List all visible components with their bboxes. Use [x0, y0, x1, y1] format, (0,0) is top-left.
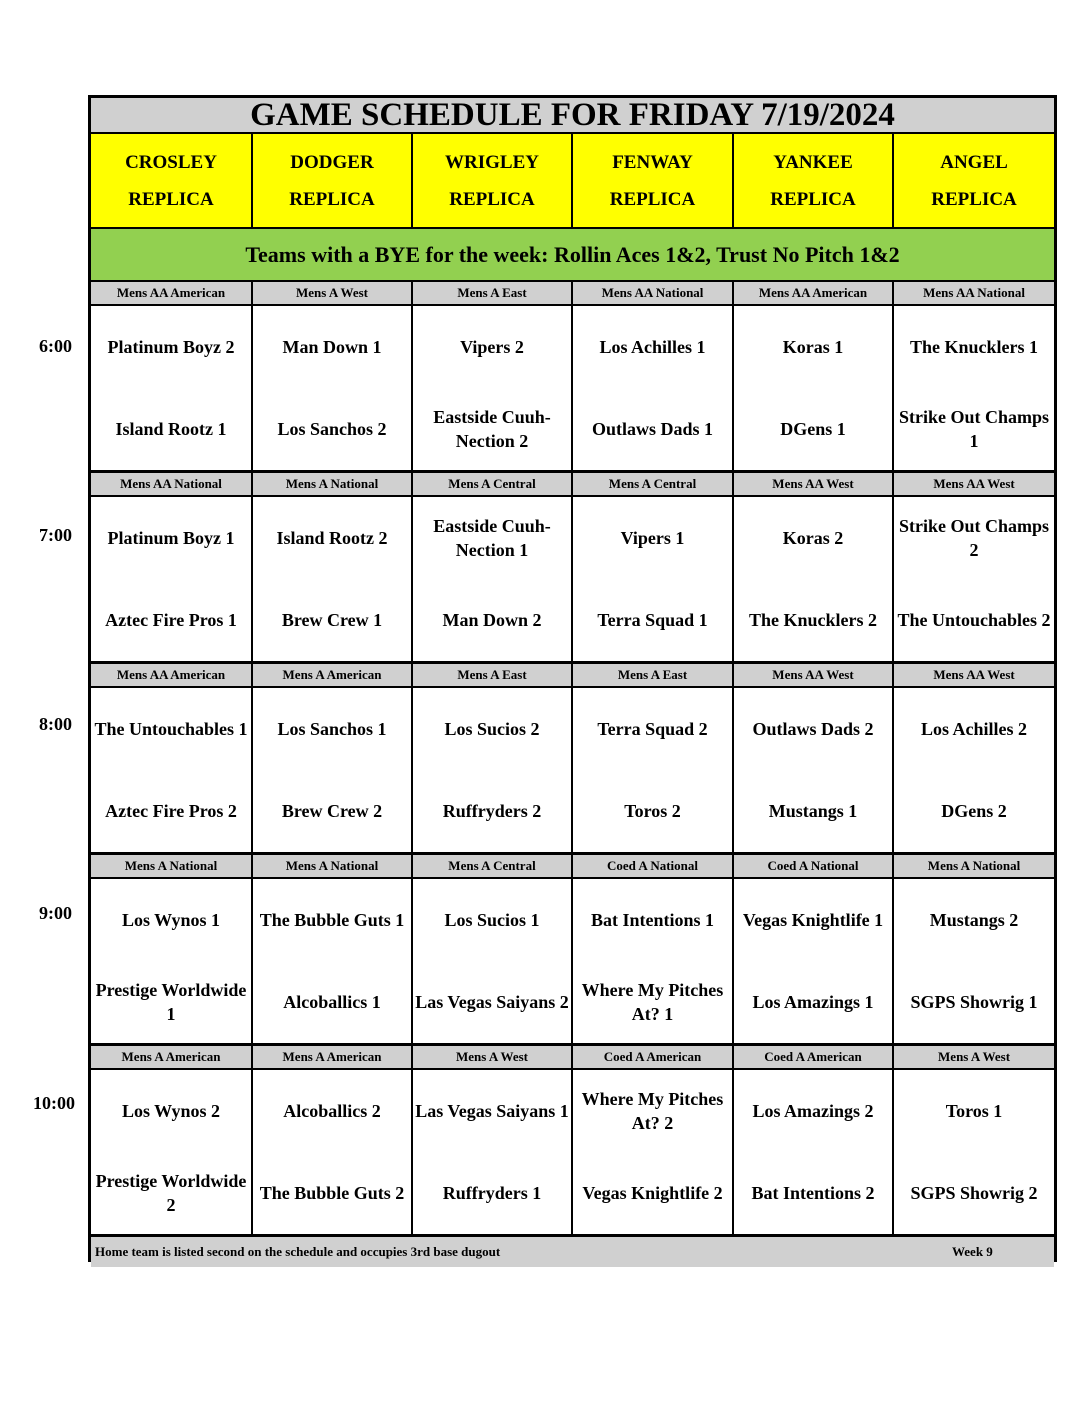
division-label: Coed A American [572, 1045, 733, 1070]
game-cell [733, 687, 893, 854]
away-team [894, 1070, 1054, 1152]
division-row [91, 1045, 1054, 1070]
home-team-name: Bat Intentions 2 [751, 1183, 875, 1203]
game-cell [91, 1069, 252, 1236]
away-team-name: Toros 1 [945, 1101, 1003, 1121]
division-row [91, 854, 1054, 879]
away-team-name: Vipers 1 [620, 528, 685, 548]
game-row [91, 878, 1054, 1045]
home-team [91, 770, 251, 852]
field-name: WRIGLEY [445, 151, 539, 173]
away-team-name: The Knucklers 1 [910, 337, 1039, 357]
away-team [253, 306, 411, 388]
away-team-name: The Untouchables 1 [94, 719, 248, 739]
division-label: Mens A West [252, 281, 412, 305]
game-row [91, 1069, 1054, 1236]
game-cell [252, 496, 412, 663]
field-name: FENWAY [612, 151, 693, 173]
game-cell [733, 1069, 893, 1236]
footer-bar [91, 1236, 1054, 1268]
home-team [253, 388, 411, 470]
game-cell [412, 305, 572, 472]
away-team [91, 306, 251, 388]
away-team [91, 879, 251, 961]
home-team [734, 388, 892, 470]
home-team-name: Outlaws Dads 1 [591, 419, 714, 439]
field-header-angel [893, 133, 1054, 228]
away-team-name: The Bubble Guts 1 [259, 910, 405, 930]
game-cell [733, 496, 893, 663]
division-label: Mens A American [252, 663, 412, 688]
away-team [894, 688, 1054, 770]
game-cell [893, 496, 1054, 663]
home-team [573, 579, 732, 661]
home-team-name: Where My Pitches At? 1 [581, 980, 724, 1024]
field-name: DODGER [290, 151, 374, 173]
game-cell [572, 1069, 733, 1236]
home-team [734, 579, 892, 661]
away-team [91, 497, 251, 579]
division-label: Mens A National [252, 854, 412, 879]
game-cell [893, 878, 1054, 1045]
home-team-name: Toros 2 [624, 801, 681, 821]
game-row [91, 687, 1054, 854]
division-label: Mens A East [572, 663, 733, 688]
home-team [894, 579, 1054, 661]
home-team-name: Los Sanchos 2 [277, 419, 387, 439]
away-team-name: Las Vegas Saiyans 1 [415, 1101, 569, 1121]
home-team-name: Terra Squad 1 [597, 610, 708, 630]
time-label: 9:00 [39, 903, 72, 923]
game-cell [91, 496, 252, 663]
field-header-wrigley [412, 133, 572, 228]
away-team-name: Los Achilles 2 [921, 719, 1028, 739]
away-team-name: Where My Pitches At? 2 [581, 1089, 724, 1133]
away-team [91, 1070, 251, 1152]
away-team-name: Outlaws Dads 2 [752, 719, 874, 739]
division-label: Mens A National [252, 472, 412, 497]
away-team [413, 879, 571, 961]
away-team [253, 497, 411, 579]
game-cell [893, 687, 1054, 854]
away-team [413, 497, 571, 579]
away-team [253, 1070, 411, 1152]
field-header-crosley [91, 133, 252, 228]
game-cell [572, 496, 733, 663]
away-team-name: Los Wynos 2 [121, 1101, 221, 1121]
away-team [413, 688, 571, 770]
time-label: 6:00 [39, 336, 72, 356]
division-label: Coed A National [733, 854, 893, 879]
game-cell [412, 496, 572, 663]
time-label: 8:00 [39, 714, 72, 734]
home-team [894, 1152, 1054, 1234]
away-team-name: Koras 2 [782, 528, 844, 548]
away-team [573, 306, 732, 388]
division-label: Mens A West [412, 1045, 572, 1070]
division-row [91, 281, 1054, 305]
home-team-name: Aztec Fire Pros 1 [105, 610, 237, 630]
away-team [734, 306, 892, 388]
field-type: REPLICA [770, 188, 856, 210]
game-cell [893, 1069, 1054, 1236]
bye-banner: Teams with a BYE for the week: Rollin Aces 1&2, Trust No Pitch 1&2 [91, 228, 1054, 281]
game-cell [412, 687, 572, 854]
away-team-name: Island Rootz 2 [276, 528, 388, 548]
home-team-name: Island Rootz 1 [115, 419, 227, 439]
home-team [894, 961, 1054, 1043]
division-label: Mens A East [412, 281, 572, 305]
field-header-dodger [252, 133, 412, 228]
game-cell [252, 1069, 412, 1236]
game-cell [252, 878, 412, 1045]
home-team [894, 388, 1054, 470]
home-team-name: SGPS Showrig 2 [910, 1183, 1038, 1203]
division-label: Coed A National [572, 854, 733, 879]
home-team-name: Mustangs 1 [768, 801, 858, 821]
home-team [253, 579, 411, 661]
away-team-name: Man Down 1 [282, 337, 382, 357]
home-team-name: Man Down 2 [442, 610, 542, 630]
home-team-name: DGens 1 [780, 419, 846, 439]
home-team-name: Vegas Knightlife 2 [582, 1183, 723, 1203]
game-cell [252, 687, 412, 854]
home-team [413, 579, 571, 661]
division-label: Mens A Central [572, 472, 733, 497]
home-team [253, 1152, 411, 1234]
home-team [413, 1152, 571, 1234]
division-label: Mens AA West [733, 663, 893, 688]
home-team-name: Prestige Worldwide 2 [95, 1171, 247, 1215]
home-team-name: The Bubble Guts 2 [259, 1183, 405, 1203]
field-type: REPLICA [609, 188, 696, 210]
division-label: Mens AA American [91, 281, 252, 305]
division-label: Mens A National [893, 854, 1054, 879]
field-header-row [91, 133, 1054, 228]
home-team-name: SGPS Showrig 1 [910, 992, 1038, 1012]
home-team-name: Brew Crew 1 [281, 610, 383, 630]
division-label: Mens A Central [412, 472, 572, 497]
away-team-name: Koras 1 [782, 337, 844, 357]
game-cell [91, 305, 252, 472]
home-team [91, 388, 251, 470]
away-team [573, 1070, 732, 1152]
game-cell [893, 305, 1054, 472]
game-cell [572, 305, 733, 472]
home-team-name: Alcoballics 1 [283, 992, 381, 1012]
field-name: YANKEE [773, 151, 853, 173]
game-row [91, 496, 1054, 663]
game-cell [252, 305, 412, 472]
away-team-name: Strike Out Champs 2 [899, 516, 1050, 560]
home-team-name: Prestige Worldwide 1 [95, 980, 247, 1024]
home-team-name: Ruffryders 2 [442, 801, 542, 821]
away-team-name: Alcoballics 2 [283, 1101, 381, 1121]
footer-row [91, 1236, 1054, 1268]
division-label: Mens AA National [572, 281, 733, 305]
away-team-name: Eastside Cuuh-Nection 1 [433, 516, 551, 560]
away-team-name: Vegas Knightlife 1 [742, 910, 884, 930]
home-team-name: The Knucklers 2 [748, 610, 877, 630]
away-team [734, 497, 892, 579]
field-type: REPLICA [931, 188, 1017, 210]
division-row [91, 472, 1054, 497]
division-label: Mens A West [893, 1045, 1054, 1070]
game-cell [91, 687, 252, 854]
home-team-name: Ruffryders 1 [442, 1183, 542, 1203]
division-label: Mens AA American [733, 281, 893, 305]
home-team [413, 388, 571, 470]
time-label: 7:00 [39, 525, 72, 545]
field-type: REPLICA [128, 188, 214, 210]
game-row [91, 305, 1054, 472]
field-type: REPLICA [449, 188, 535, 210]
away-team [894, 879, 1054, 961]
field-name: ANGEL [940, 151, 1008, 173]
game-cell [733, 305, 893, 472]
home-team-name: Las Vegas Saiyans 2 [415, 992, 569, 1012]
away-team-name: Los Wynos 1 [121, 910, 221, 930]
home-team-note: Home team is listed second on the schedule and occupies 3rd base dugout [95, 1244, 501, 1259]
away-team-name: Los Achilles 1 [599, 337, 706, 357]
away-team-name: Los Sanchos 1 [277, 719, 387, 739]
away-team-name: Los Sucios 2 [444, 719, 540, 739]
time-label: 10:00 [33, 1093, 75, 1113]
division-label: Mens A East [412, 663, 572, 688]
away-team-name: Los Sucios 1 [444, 910, 540, 930]
away-team-name: Terra Squad 2 [597, 719, 708, 739]
field-header-yankee [733, 133, 893, 228]
week-label: Week 9 [952, 1244, 993, 1259]
away-team-name: Platinum Boyz 2 [107, 337, 235, 357]
division-label: Coed A American [733, 1045, 893, 1070]
home-team [253, 770, 411, 852]
home-team [91, 1152, 251, 1234]
division-label: Mens A National [91, 854, 252, 879]
division-label: Mens A American [91, 1045, 252, 1070]
field-name: CROSLEY [125, 151, 217, 173]
home-team [413, 961, 571, 1043]
home-team-name: Eastside Cuuh-Nection 2 [433, 407, 551, 451]
home-team [573, 770, 732, 852]
home-team [91, 961, 251, 1043]
away-team [413, 306, 571, 388]
game-cell [412, 878, 572, 1045]
away-team-name: Bat Intentions 1 [590, 910, 715, 930]
game-cell [733, 878, 893, 1045]
home-team-name: Strike Out Champs 1 [899, 407, 1050, 451]
home-team-name: Los Amazings 1 [752, 992, 874, 1012]
away-team [573, 688, 732, 770]
division-label: Mens AA West [893, 472, 1054, 497]
away-team [734, 1070, 892, 1152]
away-team [734, 879, 892, 961]
home-team [734, 961, 892, 1043]
away-team [253, 879, 411, 961]
division-label: Mens AA West [893, 663, 1054, 688]
away-team-name: Los Amazings 2 [752, 1101, 874, 1121]
division-label: Mens A American [252, 1045, 412, 1070]
page-title: GAME SCHEDULE FOR FRIDAY 7/19/2024 [91, 98, 1054, 133]
home-team [413, 770, 571, 852]
home-team [573, 388, 732, 470]
home-team-name: Brew Crew 2 [281, 801, 383, 821]
away-team [573, 879, 732, 961]
home-team-name: The Untouchables 2 [897, 610, 1051, 630]
home-team [573, 961, 732, 1043]
home-team [91, 579, 251, 661]
away-team [894, 497, 1054, 579]
away-team-name: Platinum Boyz 1 [107, 528, 235, 548]
game-cell [412, 1069, 572, 1236]
away-team-name: Vipers 2 [460, 337, 524, 357]
field-type: REPLICA [289, 188, 375, 210]
away-team [413, 1070, 571, 1152]
home-team [253, 961, 411, 1043]
game-cell [91, 878, 252, 1045]
field-header-fenway [572, 133, 733, 228]
home-team [573, 1152, 732, 1234]
schedule-table [88, 95, 1057, 1262]
division-label: Mens A Central [412, 854, 572, 879]
away-team [91, 688, 251, 770]
division-label: Mens AA National [91, 472, 252, 497]
division-label: Mens AA National [893, 281, 1054, 305]
away-team [573, 497, 732, 579]
home-team [734, 1152, 892, 1234]
home-team-name: DGens 2 [941, 801, 1007, 821]
away-team [253, 688, 411, 770]
division-label: Mens AA West [733, 472, 893, 497]
away-team [894, 306, 1054, 388]
division-label: Mens AA American [91, 663, 252, 688]
home-team [894, 770, 1054, 852]
game-cell [572, 687, 733, 854]
game-cell [572, 878, 733, 1045]
home-team [734, 770, 892, 852]
home-team-name: Aztec Fire Pros 2 [105, 801, 237, 821]
away-team [734, 688, 892, 770]
division-row [91, 663, 1054, 688]
away-team-name: Mustangs 2 [929, 910, 1019, 930]
